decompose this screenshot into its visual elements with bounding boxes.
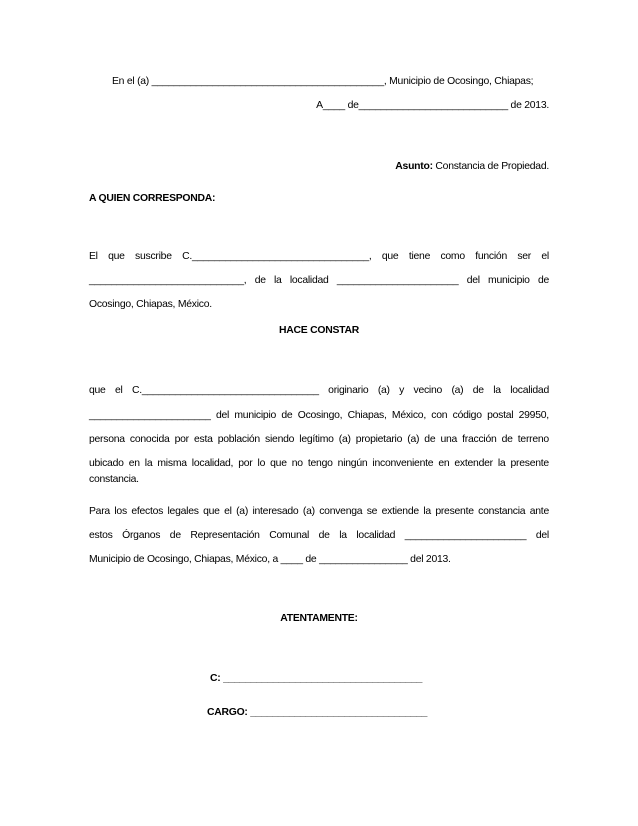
word: extender	[454, 458, 493, 469]
header-line-1: En el (a) __________________________________________, Municipio de Ocosingo, Chiapas;	[112, 76, 534, 87]
word: Chiapas,	[347, 410, 387, 421]
word: ______________________	[404, 530, 527, 541]
word: por	[174, 434, 189, 445]
subject-line	[395, 160, 549, 173]
word: tiene	[408, 251, 431, 262]
hace-constar-heading: HACE CONSTAR	[279, 325, 359, 336]
word: con	[431, 410, 448, 421]
word: una	[440, 434, 458, 445]
word: ______________________	[336, 275, 459, 286]
word: como	[440, 251, 465, 262]
paragraph1-line2	[89, 274, 549, 287]
word: se	[366, 506, 378, 517]
word: El	[89, 251, 98, 262]
paragraph3-line3: Municipio de Ocosingo, Chiapas, México, a ____ de ________________ del 2013.	[89, 554, 451, 565]
word: persona	[89, 434, 125, 445]
paragraph3-line2	[89, 529, 549, 542]
word: la	[144, 458, 153, 469]
word: Para	[89, 506, 110, 517]
signature-cargo-line: CARGO: ________________________________	[207, 707, 428, 718]
signature-c-line: C: ____________________________________	[210, 673, 423, 684]
word: legítimo	[299, 434, 334, 445]
word: inconveniente	[372, 458, 434, 469]
word: la	[339, 530, 347, 541]
word: de	[254, 275, 266, 286]
word: de	[318, 530, 330, 541]
word: originario	[328, 385, 369, 396]
word: la	[497, 458, 506, 469]
word: presente	[435, 506, 474, 517]
paragraph2-line1	[89, 384, 549, 397]
word: extiende	[381, 506, 419, 517]
word: localidad,	[191, 458, 234, 469]
word: fracción	[462, 434, 497, 445]
word: los	[114, 506, 127, 517]
word: Representación	[190, 530, 260, 541]
word: esta	[193, 434, 213, 445]
word: municipio	[234, 410, 277, 421]
word: legales	[167, 506, 199, 517]
subject-text: Constancia de Propiedad.	[435, 161, 549, 172]
word: (a)	[236, 506, 249, 517]
word: de	[537, 275, 549, 286]
salutation: A QUIEN CORRESPONDA:	[89, 193, 216, 204]
word: interesado	[252, 506, 299, 517]
word: vecino	[413, 385, 443, 396]
paragraph2-line2	[89, 409, 549, 422]
word: siendo	[265, 434, 295, 445]
word: (a)	[451, 385, 464, 396]
word: misma	[157, 458, 187, 469]
word: (a)	[407, 434, 420, 445]
word: de	[424, 434, 436, 445]
paragraph2-line3	[89, 433, 549, 446]
word: no	[291, 458, 303, 469]
word: postal	[487, 410, 514, 421]
header-date-line: A____ de___________________________ de 2013.	[316, 100, 549, 111]
word: estos	[89, 530, 113, 541]
paragraph3-line1	[89, 505, 549, 518]
word: y	[399, 385, 405, 396]
word: Ocosingo,	[297, 410, 343, 421]
word: Comunal	[269, 530, 310, 541]
word: la	[423, 506, 431, 517]
word: en	[128, 458, 140, 469]
word: conocida	[129, 434, 170, 445]
word: que	[89, 385, 106, 396]
word: convenga	[319, 506, 363, 517]
word: en	[438, 458, 450, 469]
word: Órganos	[122, 530, 161, 541]
word: C.________________________________,	[182, 251, 372, 262]
word: presente	[510, 458, 549, 469]
word: ______________________	[89, 410, 211, 421]
paragraph2-line4	[89, 457, 549, 470]
word: del	[535, 530, 549, 541]
word: la	[273, 275, 282, 286]
word: población	[217, 434, 260, 445]
closing-atentamente: ATENTAMENTE:	[280, 613, 358, 624]
word: el	[114, 385, 123, 396]
word: suscribe	[135, 251, 172, 262]
word: código	[452, 410, 482, 421]
word: de	[169, 530, 181, 541]
word: el	[224, 506, 232, 517]
subject-label: Asunto:	[395, 161, 433, 172]
word: México,	[391, 410, 426, 421]
word: que	[203, 506, 220, 517]
word: localidad	[356, 530, 396, 541]
word: ningún	[337, 458, 368, 469]
word: el	[541, 251, 549, 262]
word: función	[475, 251, 507, 262]
word: lo	[257, 458, 266, 469]
word: tengo	[307, 458, 333, 469]
word: ____________________________,	[89, 275, 247, 286]
word: terreno	[517, 434, 549, 445]
paragraph1-line1	[89, 250, 549, 263]
word: por	[238, 458, 253, 469]
word: C.________________________________	[131, 385, 319, 396]
word: de	[281, 410, 293, 421]
word: propietario	[355, 434, 403, 445]
paragraph1-line3: Ocosingo, Chiapas, México.	[89, 299, 212, 310]
word: constancia	[478, 506, 526, 517]
word: del	[215, 410, 230, 421]
word: municipio	[488, 275, 530, 286]
word: (a)	[377, 385, 390, 396]
word: (a)	[338, 434, 351, 445]
word: 29950,	[518, 410, 549, 421]
word: que	[270, 458, 287, 469]
word: que	[108, 251, 125, 262]
word: (a)	[302, 506, 315, 517]
word: que	[381, 251, 399, 262]
word: localidad	[510, 385, 549, 396]
word: ubicado	[89, 458, 124, 469]
word: ante	[529, 506, 549, 517]
word: de	[501, 434, 513, 445]
word: de	[472, 385, 484, 396]
word: localidad	[289, 275, 329, 286]
word: ser	[517, 251, 532, 262]
paragraph2-line5: constancia.	[89, 474, 139, 485]
word: del	[466, 275, 480, 286]
word: la	[493, 385, 501, 396]
word: efectos	[131, 506, 164, 517]
